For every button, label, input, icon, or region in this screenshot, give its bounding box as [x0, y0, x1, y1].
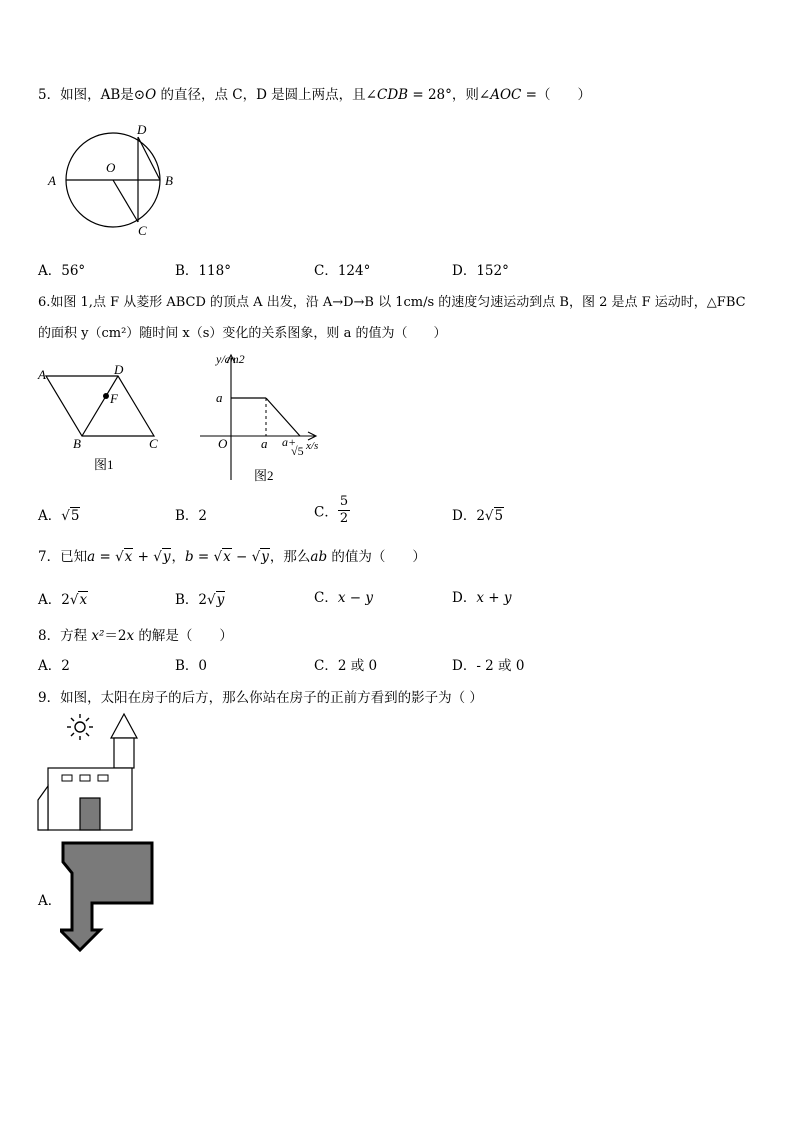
q9-house-figure — [34, 708, 144, 833]
q5-option-a[interactable]: A．56° — [38, 263, 86, 279]
label-a: A — [48, 173, 56, 188]
segment-db — [138, 137, 160, 180]
q6-option-a[interactable] — [38, 504, 80, 524]
option-prefix: D．2 — [452, 508, 485, 524]
door — [80, 798, 100, 830]
q5-stem-part: = 28°，则∠ — [408, 87, 491, 103]
label-b: B — [165, 173, 173, 188]
q7-stem-part: 的值为（ ） — [327, 549, 426, 565]
radicand-x: x — [223, 549, 231, 565]
q5-stem-angle-cdb: CDB — [377, 87, 409, 103]
radicand-x: x — [124, 549, 133, 565]
diagonal-db — [82, 376, 118, 436]
q5-circle-figure — [40, 118, 190, 243]
label-c: C — [138, 223, 147, 238]
option-prefix: A． — [38, 508, 62, 524]
radicand: 5 — [70, 508, 80, 524]
q7-option-d[interactable] — [452, 586, 511, 606]
q7-stem-part: + — [133, 549, 154, 565]
radicand-y: y — [261, 549, 269, 565]
label-d: D — [137, 122, 147, 137]
q5-stem-part: 的直径，点 C，D 是圆上两点，且∠ — [156, 87, 377, 103]
var-x: x — [126, 628, 135, 644]
label-c: C — [149, 436, 158, 451]
q7-stem-part: = — [95, 549, 116, 565]
y-tick-a: a — [216, 390, 223, 405]
label-d: D — [114, 362, 124, 377]
var-b: b — [184, 549, 194, 565]
q7-stem-part: − — [231, 549, 252, 565]
q5-option-c[interactable]: C．124° — [314, 263, 371, 279]
segment-oc — [113, 180, 138, 222]
x-tick-a: a — [261, 436, 268, 451]
x-tick-a-plus: a+ — [282, 435, 297, 449]
y-axis-label: y/cm2 — [216, 352, 245, 366]
numerator: 5 — [339, 494, 349, 509]
q8-stem-part: 的解是（ ） — [134, 628, 233, 644]
sqrt-icon: √ — [69, 592, 79, 608]
x-tick-sqrt5: √5 — [291, 444, 304, 458]
q8-option-a[interactable]: A．2 — [38, 658, 70, 674]
radicand-y: y — [162, 549, 171, 565]
q7-option-c[interactable] — [314, 586, 373, 606]
q8-stem-part: ＝2 — [104, 628, 127, 644]
fig1-caption: 图1 — [94, 457, 114, 472]
radicand: y — [216, 592, 225, 608]
denominator: 2 — [339, 511, 349, 526]
q8-stem-part: 8．方程 — [38, 628, 92, 644]
sqrt-icon: √ — [115, 549, 124, 565]
house-side-wing — [38, 786, 48, 830]
fraction — [338, 494, 350, 527]
q6-option-b[interactable]: B．2 — [175, 508, 208, 524]
point-f — [103, 393, 109, 399]
option-prefix: C． — [314, 504, 338, 521]
sqrt-icon: √ — [61, 508, 70, 524]
q6-option-d[interactable] — [452, 504, 504, 524]
q7-stem — [38, 545, 426, 565]
q7-option-a[interactable] — [38, 588, 88, 608]
q5-option-b[interactable]: B．118° — [175, 263, 231, 279]
q9-stem: 9．如图，太阳在房子的后方，那么你站在房子的正前方看到的影子为（ ） — [38, 690, 483, 706]
var-a: a — [87, 549, 96, 565]
var-ab: ab — [310, 549, 328, 565]
q6-rhombus-figure — [34, 362, 169, 474]
q5-stem — [38, 83, 591, 103]
window — [80, 775, 90, 781]
x-axis-label: x/s — [306, 440, 319, 452]
q5-stem-part: =（ ） — [521, 87, 591, 103]
option-prefix: B．2 — [175, 592, 208, 608]
q9-option-a-shadow-figure[interactable] — [60, 840, 160, 955]
expr-x-squared: x² — [91, 628, 105, 644]
label-f: F — [110, 391, 118, 406]
sqrt-icon: √ — [251, 549, 261, 565]
q7-stem-part: ，那么 — [269, 549, 311, 565]
origin-label: O — [218, 436, 228, 451]
q5-stem-part: 5．如图，AB是⊙ — [38, 87, 146, 103]
option-prefix: A．2 — [38, 592, 70, 608]
q7-stem-part: = — [193, 549, 214, 565]
sqrt-icon: √ — [207, 592, 216, 608]
sqrt-icon: √ — [153, 549, 162, 565]
q6-graph-figure — [196, 350, 331, 485]
q8-option-b[interactable]: B．0 — [175, 658, 208, 674]
graph-descending-segment — [266, 398, 300, 436]
q8-option-c[interactable]: C．2 或 0 — [314, 658, 378, 674]
q8-stem — [38, 624, 233, 644]
option-prefix: D． — [452, 590, 477, 606]
q6-stem-line1: 6.如图 1,点 F 从菱形 ABCD 的顶点 A 出发，沿 A→D→B 以 1cm/s 的速度匀速运动到点 B，图 2 是点 F 运动时，△FBC — [38, 295, 746, 310]
label-o: O — [106, 160, 116, 175]
sun-icon — [67, 714, 93, 740]
q8-option-d[interactable]: D．- 2 或 0 — [452, 658, 525, 674]
q6-option-c[interactable] — [314, 494, 350, 527]
sqrt-icon: √ — [484, 508, 494, 524]
q5-stem-circle-o: O — [145, 87, 157, 103]
q6-stem-line2: 的面积 y（cm²）随时间 x（s）变化的关系图象，则 a 的值为（ ） — [38, 326, 447, 341]
q7-stem-part: ， — [171, 549, 185, 565]
tower-body — [114, 738, 134, 768]
q9-option-a-label[interactable]: A． — [38, 893, 62, 909]
option-prefix: C． — [314, 590, 338, 606]
window — [98, 775, 108, 781]
fig2-caption: 图2 — [254, 468, 274, 483]
label-a: A — [38, 367, 46, 382]
radicand: 5 — [494, 508, 504, 524]
q7-option-b[interactable] — [175, 588, 225, 608]
tower-roof — [111, 714, 137, 738]
window — [62, 775, 72, 781]
q5-option-d[interactable]: D．152° — [452, 263, 509, 279]
sqrt-icon: √ — [213, 549, 223, 565]
shadow-shape — [60, 843, 152, 950]
label-b: B — [73, 436, 81, 451]
radicand: x — [79, 592, 88, 608]
option-expression: x + y — [476, 590, 512, 606]
q5-stem-angle-aoc: AOC — [490, 87, 522, 103]
option-expression: x − y — [337, 590, 373, 606]
q7-stem-part: 7．已知 — [38, 549, 88, 565]
